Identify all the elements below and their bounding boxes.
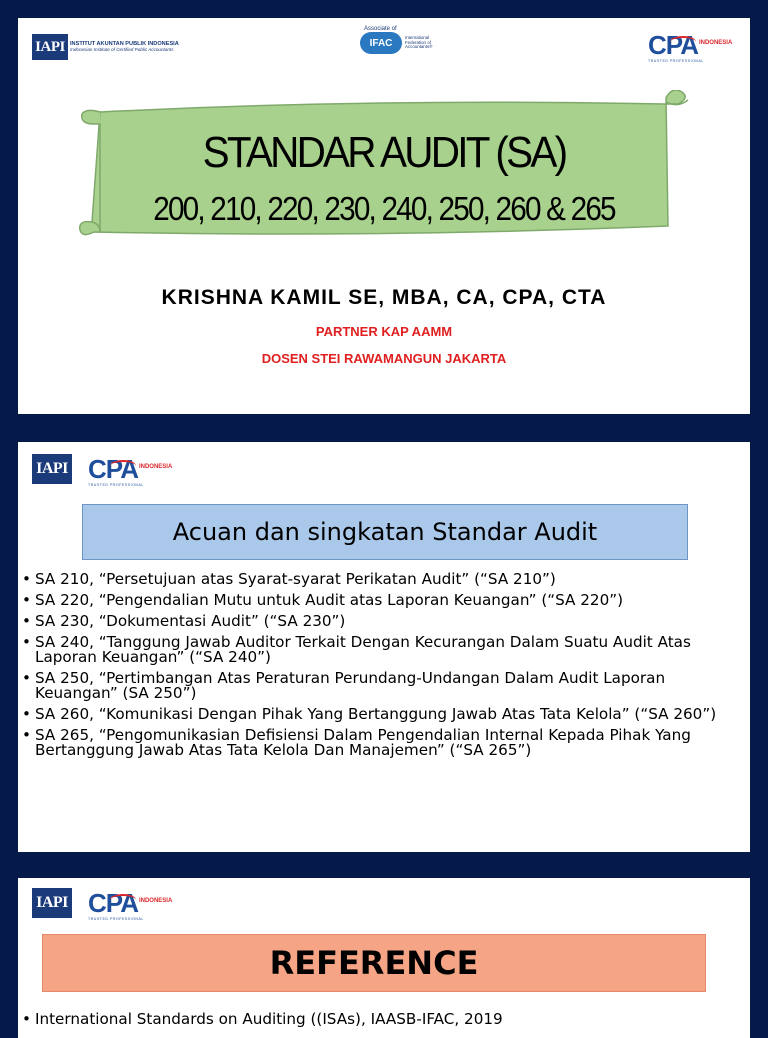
cpa-mark: CPA [88,454,138,484]
iapi-english-name: Indonesian Institute of Certified Public Accountants [70,46,174,52]
list-item: • SA 240, “Tanggung Jawab Auditor Terkait Dengan Kecurangan Dalam Suatu Audit Atas Laporan Keuangan” (“SA 240”) [18,635,738,665]
cpa-logo [88,456,172,487]
author-name: KRISHNA KAMIL SE, MBA, CA, CPA, CTA [161,286,607,309]
list-item: • International Standards on Auditing ((ISAs), IAASB-IFAC, 2019 [35,1010,503,1028]
presentation-title: STANDAR AUDIT (SA) [202,128,566,177]
ifac-associate-text: Associate of [364,26,397,32]
cpa-indonesia: INDONESIA [698,40,733,46]
author-partner: PARTNER KAP AAMM [315,324,453,339]
iapi-mark: IAPI [32,888,72,918]
cpa-mark: CPA [648,30,698,60]
list-item: • SA 260, “Komunikasi Dengan Pihak Yang Bertanggung Jawab Atas Tata Kelola” (“SA 260”) [18,707,738,722]
cpa-tagline: TRUSTED PROFESSIONAL [88,917,144,921]
reference-slide [18,878,750,1038]
list-item: • SA 210, “Persetujuan atas Syarat-syarat Perikatan Audit” (“SA 210”) [18,572,738,587]
standards-slide [18,442,750,852]
list-item: • SA 265, “Pengomunikasian Defisiensi Dalam Pengendalian Internal Kepada Pihak Yang Bertanggung Jawab Atas Tata Kelola Dan Manajemen” (“SA 265”) [18,728,738,758]
iapi-name: INSTITUT AKUNTAN PUBLIK INDONESIA [70,40,179,47]
list-item: • SA 230, “Dokumentasi Audit” (“SA 230”) [18,614,738,629]
ifac-logo [360,26,445,54]
iapi-logo [32,888,72,918]
ifac-side-text: International Federation of Accountants® [405,34,433,50]
cpa-logo [88,890,172,921]
cpa-swoosh-icon [110,460,136,472]
slide-heading: REFERENCE [42,934,706,992]
slide-heading: Acuan dan singkatan Standar Audit [82,504,688,560]
cpa-indonesia: INDONESIA [138,898,173,904]
ifac-mark: IFAC [360,32,402,54]
presentation-subtitle: 200, 210, 220, 230, 240, 250, 260 & 265 [153,190,615,227]
cpa-logo [648,32,732,63]
cpa-tagline: TRUSTED PROFESSIONAL [88,483,144,487]
title-scroll-banner [78,90,690,244]
cpa-swoosh-icon [110,894,136,906]
list-item: • SA 250, “Pertimbangan Atas Peraturan Perundang-Undangan Dalam Audit Laporan Keuangan” (SA 250”) [18,671,738,701]
title-slide [18,18,750,414]
cpa-mark: CPA [88,888,138,918]
list-item: • SA 220, “Pengendalian Mutu untuk Audit atas Laporan Keuangan” (“SA 220”) [18,593,738,608]
cpa-swoosh-icon [670,36,696,48]
cpa-tagline: TRUSTED PROFESSIONAL [648,59,704,63]
iapi-mark: IAPI [32,34,68,60]
iapi-logo [32,34,179,60]
iapi-mark: IAPI [32,454,72,484]
author-affiliation: DOSEN STEI RAWAMANGUN JAKARTA [261,351,507,366]
cpa-indonesia: INDONESIA [138,464,173,470]
standards-list [18,572,738,764]
iapi-logo [32,454,72,484]
